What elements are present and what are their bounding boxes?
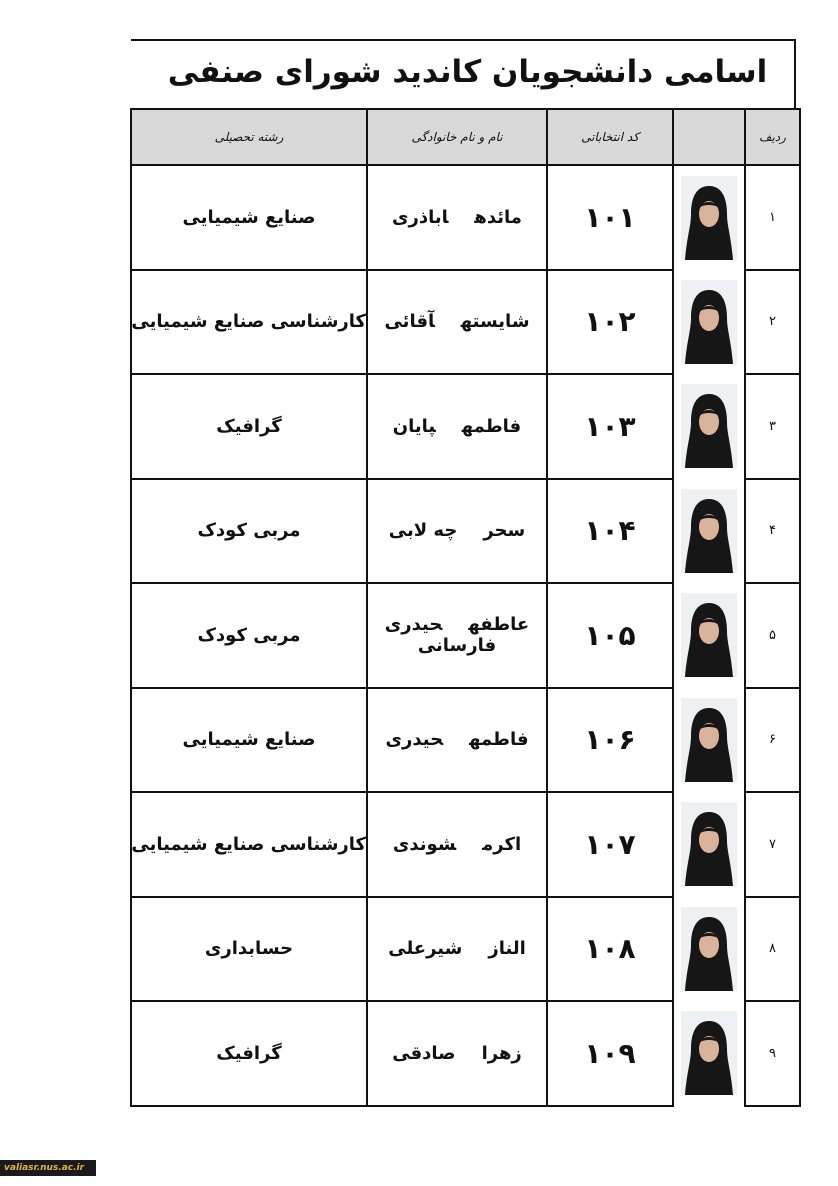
election-code: ۱۰۹	[547, 1001, 673, 1106]
candidate-photo	[681, 907, 737, 991]
candidate-photo	[681, 802, 737, 886]
page-title: اسامی دانشجویان کاندید شورای صنفی	[167, 54, 768, 90]
election-code: ۱۰۳	[547, 374, 673, 479]
row-number: ۷	[745, 792, 800, 897]
election-code: ۱۰۷	[547, 792, 673, 897]
last-name: چه لابی	[388, 520, 458, 542]
field-of-study: حسابداری	[131, 897, 367, 1002]
photo-cell	[673, 1001, 745, 1106]
row-number: ۱	[745, 165, 800, 270]
field-of-study: کارشناسی صنایع شیمیایی	[131, 270, 367, 375]
candidates-table-wrapper	[130, 108, 799, 1107]
table-row	[131, 479, 800, 584]
field-of-study: مربی کودک	[131, 479, 367, 584]
row-number: ۳	[745, 374, 800, 479]
first-name: عاطفه	[468, 614, 530, 636]
election-code: ۱۰۱	[547, 165, 673, 270]
table-row	[131, 688, 800, 793]
last-name: حیدری	[385, 729, 444, 751]
header-photo	[673, 109, 745, 165]
last-name: آقائی	[384, 311, 435, 333]
field-of-study: مربی کودک	[131, 583, 367, 688]
candidates-table	[130, 108, 801, 1107]
candidate-photo	[681, 489, 737, 573]
candidate-photo	[681, 593, 737, 677]
first-name: فاطمه	[469, 729, 529, 751]
table-row	[131, 897, 800, 1002]
photo-cell	[673, 897, 745, 1002]
candidate-name	[367, 165, 547, 270]
header-field: رشته تحصیلی	[131, 109, 367, 165]
candidate-name	[367, 270, 547, 375]
table-row	[131, 270, 800, 375]
candidate-name	[367, 374, 547, 479]
table-row	[131, 583, 800, 688]
last-name: شیرعلی	[388, 938, 463, 960]
photo-cell	[673, 374, 745, 479]
candidate-photo	[681, 280, 737, 364]
title-box	[131, 39, 796, 109]
election-code: ۱۰۲	[547, 270, 673, 375]
photo-cell	[673, 792, 745, 897]
candidate-name	[367, 792, 547, 897]
first-name: الناز	[488, 938, 526, 960]
field-of-study: صنایع شیمیایی	[131, 688, 367, 793]
photo-cell	[673, 688, 745, 793]
field-of-study: صنایع شیمیایی	[131, 165, 367, 270]
first-name: زهرا	[481, 1042, 522, 1064]
photo-cell	[673, 165, 745, 270]
candidate-name	[367, 479, 547, 584]
first-name: سحر	[483, 520, 526, 542]
row-number: ۲	[745, 270, 800, 375]
election-code: ۱۰۸	[547, 897, 673, 1002]
table-row	[131, 792, 800, 897]
first-name: اکرم	[482, 833, 522, 855]
election-code: ۱۰۶	[547, 688, 673, 793]
row-number: ۸	[745, 897, 800, 1002]
photo-cell	[673, 270, 745, 375]
last-name: شوندی	[392, 833, 457, 855]
last-name: اباذری	[392, 206, 449, 228]
candidate-name	[367, 688, 547, 793]
candidate-name	[367, 583, 547, 688]
row-number: ۴	[745, 479, 800, 584]
candidate-name	[367, 897, 547, 1002]
table-row	[131, 1001, 800, 1106]
photo-cell	[673, 583, 745, 688]
candidate-photo	[681, 176, 737, 260]
candidate-photo	[681, 384, 737, 468]
candidate-photo	[681, 1011, 737, 1095]
table-row	[131, 374, 800, 479]
candidate-photo	[681, 698, 737, 782]
row-number: ۶	[745, 688, 800, 793]
first-name: فاطمه	[461, 415, 522, 437]
first-name: مائده	[474, 206, 522, 228]
field-of-study: گرافیک	[131, 374, 367, 479]
candidate-name	[367, 1001, 547, 1106]
last-name: صادقی	[392, 1042, 456, 1064]
table-header-row	[131, 109, 800, 165]
election-code: ۱۰۵	[547, 583, 673, 688]
header-code: کد انتخاباتی	[547, 109, 673, 165]
photo-cell	[673, 479, 745, 584]
election-code: ۱۰۴	[547, 479, 673, 584]
row-number: ۹	[745, 1001, 800, 1106]
field-of-study: گرافیک	[131, 1001, 367, 1106]
last-name: حیدری فارسانی	[384, 614, 497, 657]
site-watermark: valiasr.nus.ac.ir	[0, 1160, 96, 1176]
last-name: پایان	[392, 415, 436, 437]
header-row-number: ردیف	[745, 109, 800, 165]
field-of-study: کارشناسی صنایع شیمیایی	[131, 792, 367, 897]
header-name: نام و نام خانوادگی	[367, 109, 547, 165]
table-row	[131, 165, 800, 270]
first-name: شایسته	[460, 311, 530, 333]
row-number: ۵	[745, 583, 800, 688]
